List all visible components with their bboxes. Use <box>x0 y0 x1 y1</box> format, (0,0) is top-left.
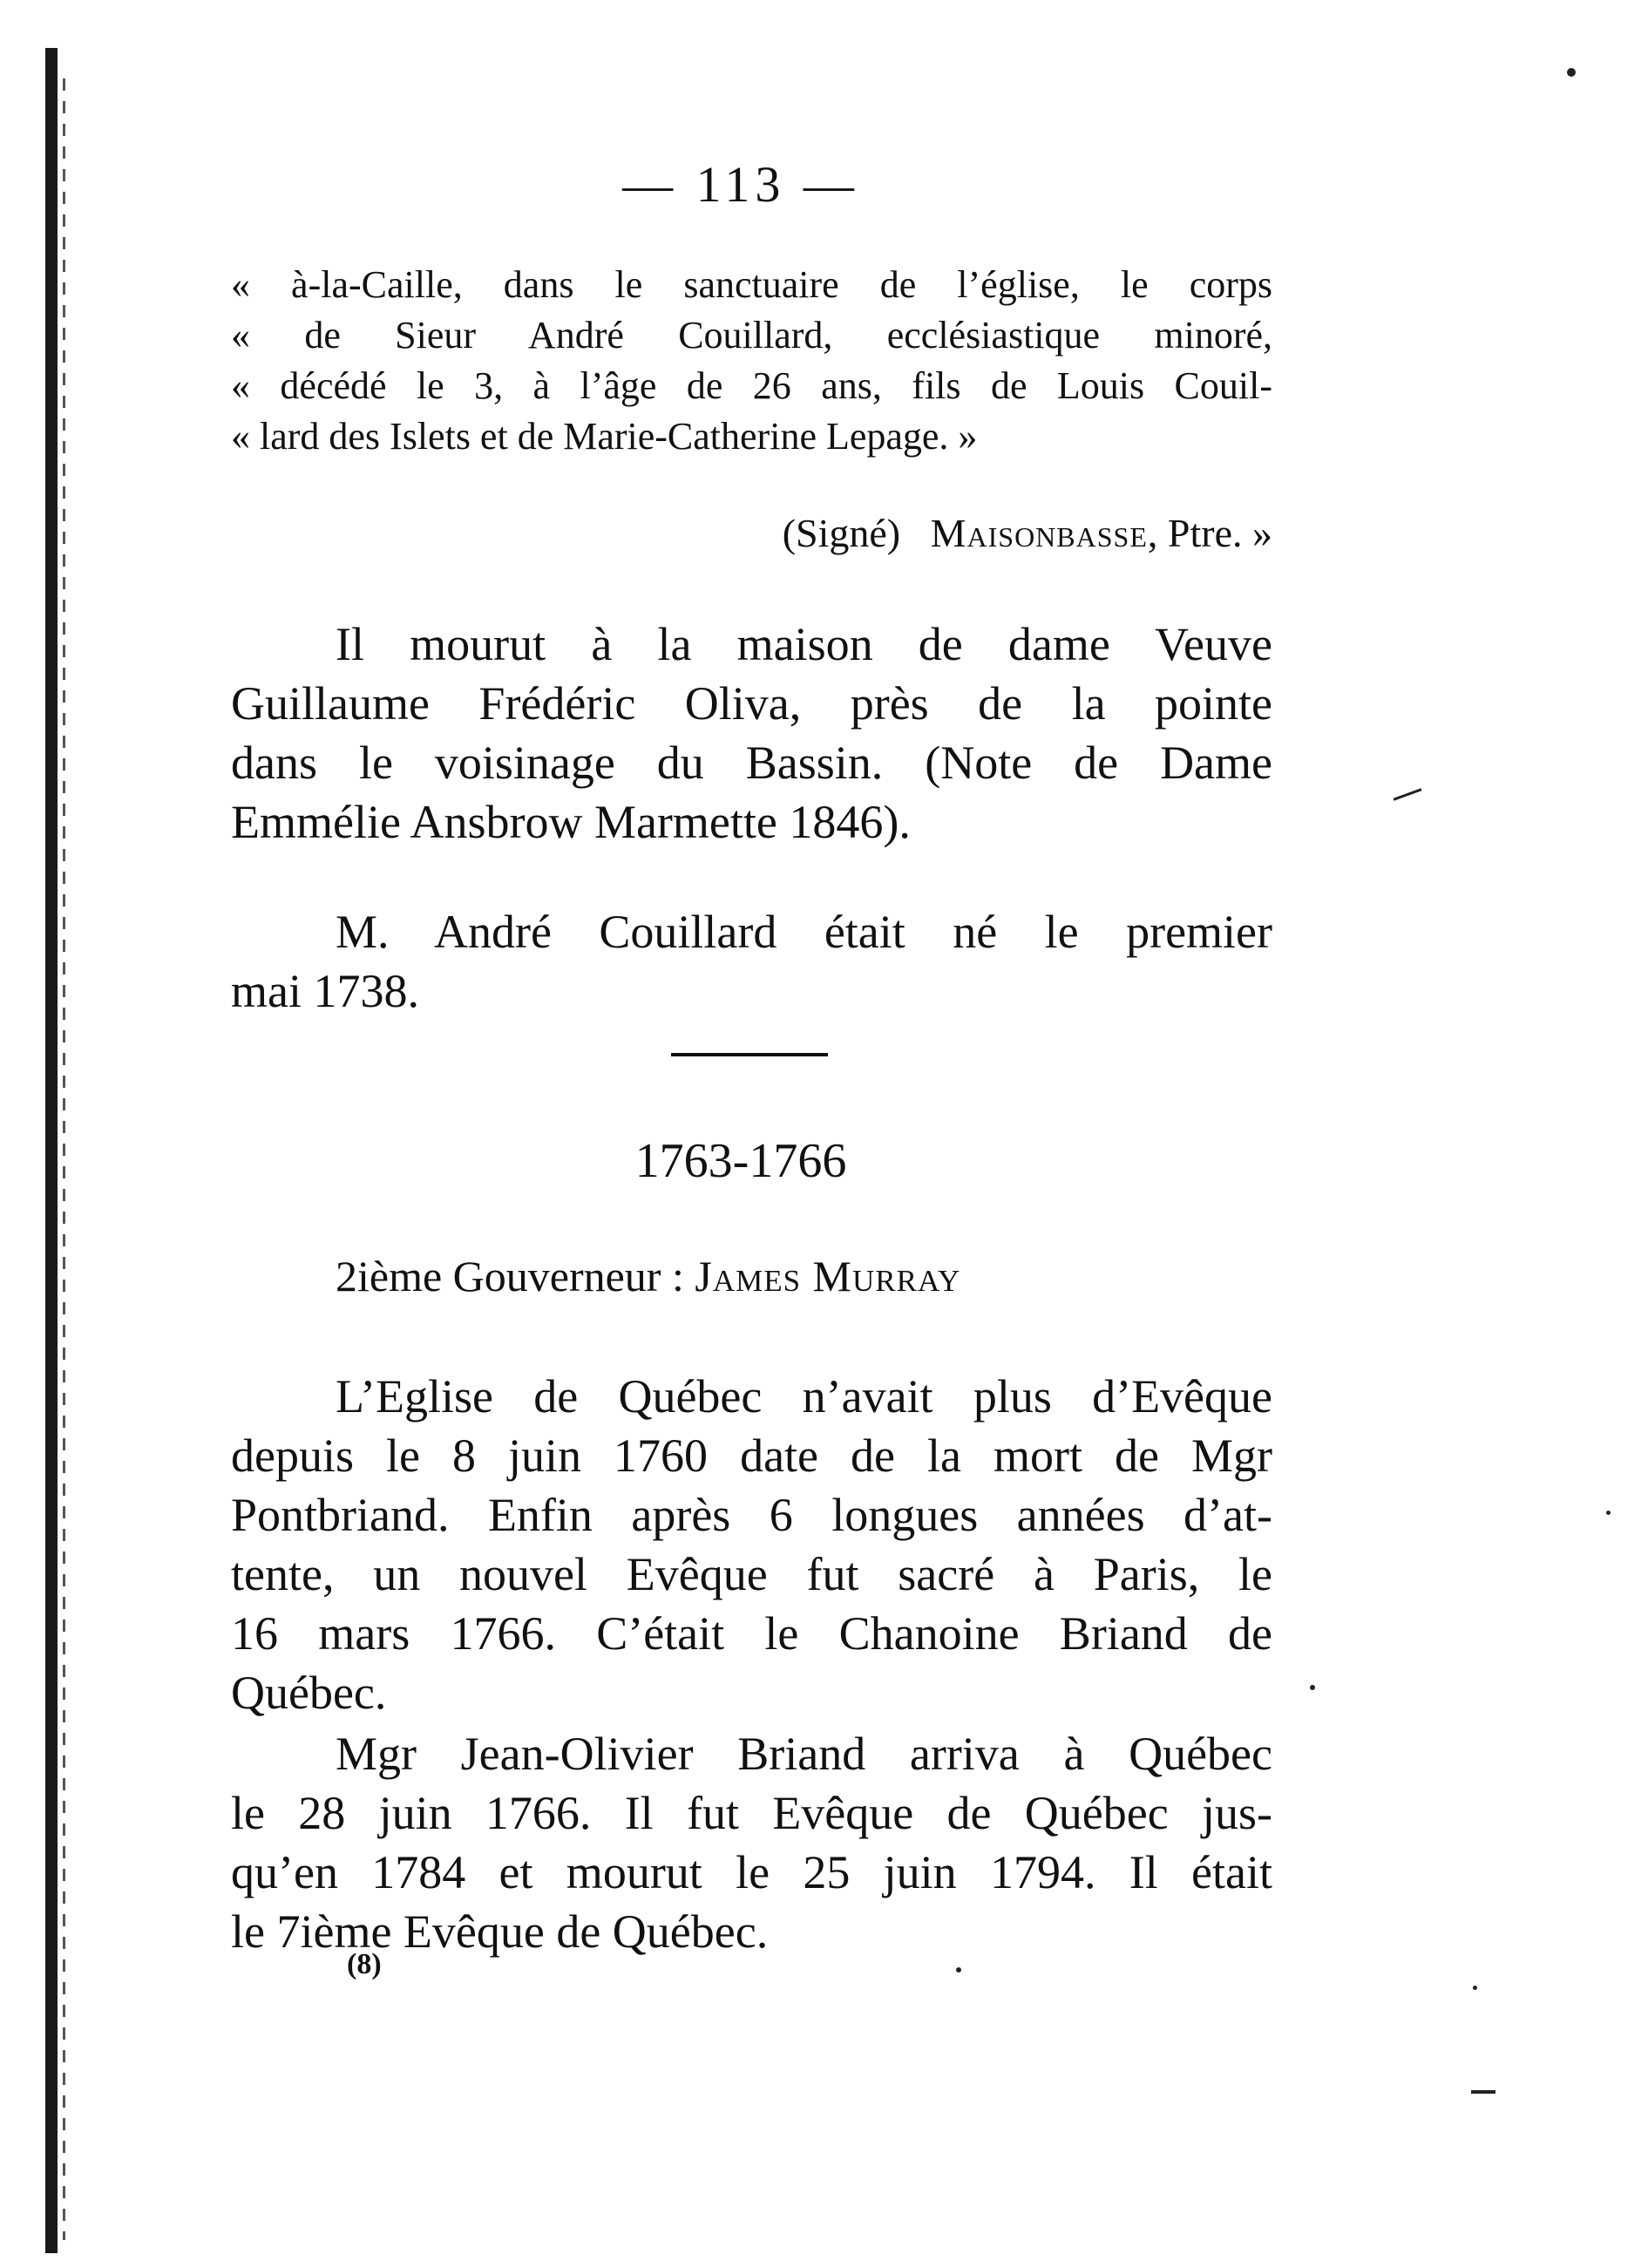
ink-speck <box>1567 68 1576 77</box>
signed-suffix: , Ptre. » <box>1147 511 1272 555</box>
ink-speck <box>1606 1511 1611 1515</box>
burial-record-quote <box>231 260 1272 462</box>
paragraph-line: depuis le 8 juin 1760 date de la mort de Mgr <box>231 1429 1272 1482</box>
paragraph-line: qu’en 1784 et mourut le 25 juin 1794. Il était <box>231 1846 1272 1898</box>
quote-line: « de Sieur André Couillard, ecclésiastique minoré, <box>231 314 1272 356</box>
paragraph-line: Pontbriand. Enfin après 6 longues années d’at- <box>231 1489 1272 1541</box>
paragraph-line: Guillaume Frédéric Oliva, près de la pointe <box>231 677 1272 730</box>
paragraph-line: mai 1738. <box>231 965 419 1017</box>
paragraph-line: Il mourut à la maison de dame Veuve <box>336 618 1272 670</box>
paragraph-line: Québec. <box>231 1667 387 1719</box>
signed-prefix: (Signé) <box>782 511 901 555</box>
paragraph-line: Mgr Jean-Olivier Briand arriva à Québec <box>336 1728 1272 1780</box>
ink-dash <box>1471 2090 1495 2094</box>
paragraph-line: M. André Couillard était né le premier <box>336 906 1272 958</box>
paragraph-line: Emmélie Ansbrow Marmette 1846). <box>231 796 911 848</box>
paragraph-death-place <box>231 615 1272 852</box>
governor-label: 2ième Gouverneur : <box>336 1252 695 1300</box>
paragraph-briand-arrival <box>231 1724 1272 1961</box>
printer-signature-mark: (8) <box>347 1948 382 1980</box>
ink-speck <box>1310 1685 1315 1690</box>
paragraph-line: le 7ième Evêque de Québec. <box>231 1905 769 1958</box>
quote-line: « à-la-Caille, dans le sanctuaire de l’église, le corps <box>231 263 1272 306</box>
ink-speck <box>1473 1986 1477 1990</box>
paragraph-line: dans le voisinage du Bassin. (Note de Dame <box>231 737 1272 789</box>
paragraph-line: 16 mars 1766. C’était le Chanoine Briand de <box>231 1607 1272 1660</box>
signed-name: Maisonbasse <box>930 511 1148 555</box>
governor-heading <box>336 1251 960 1301</box>
paragraph-line: L’Eglise de Québec n’avait plus d’Evêque <box>336 1370 1272 1423</box>
section-heading: 1763-1766 <box>634 1134 847 1188</box>
paragraph-line: le 28 juin 1766. Il fut Evêque de Québec jus- <box>231 1787 1272 1839</box>
ink-speck <box>956 1967 961 1973</box>
paragraph-bishop-vacancy <box>231 1367 1272 1722</box>
quote-line: « lard des Islets et de Marie-Catherine Lepage. » <box>231 415 978 458</box>
section-divider <box>671 1053 828 1056</box>
governor-name: James Murray <box>695 1252 961 1300</box>
ink-dash <box>1394 788 1422 800</box>
page-number: — 113 — <box>622 156 859 213</box>
paragraph-line: tente, un nouvel Evêque fut sacré à Paris, le <box>231 1548 1272 1600</box>
signature-line <box>231 510 1272 556</box>
quote-line: « décédé le 3, à l’âge de 26 ans, fils de Louis Couil- <box>231 364 1272 407</box>
paragraph-birth <box>231 902 1272 1021</box>
